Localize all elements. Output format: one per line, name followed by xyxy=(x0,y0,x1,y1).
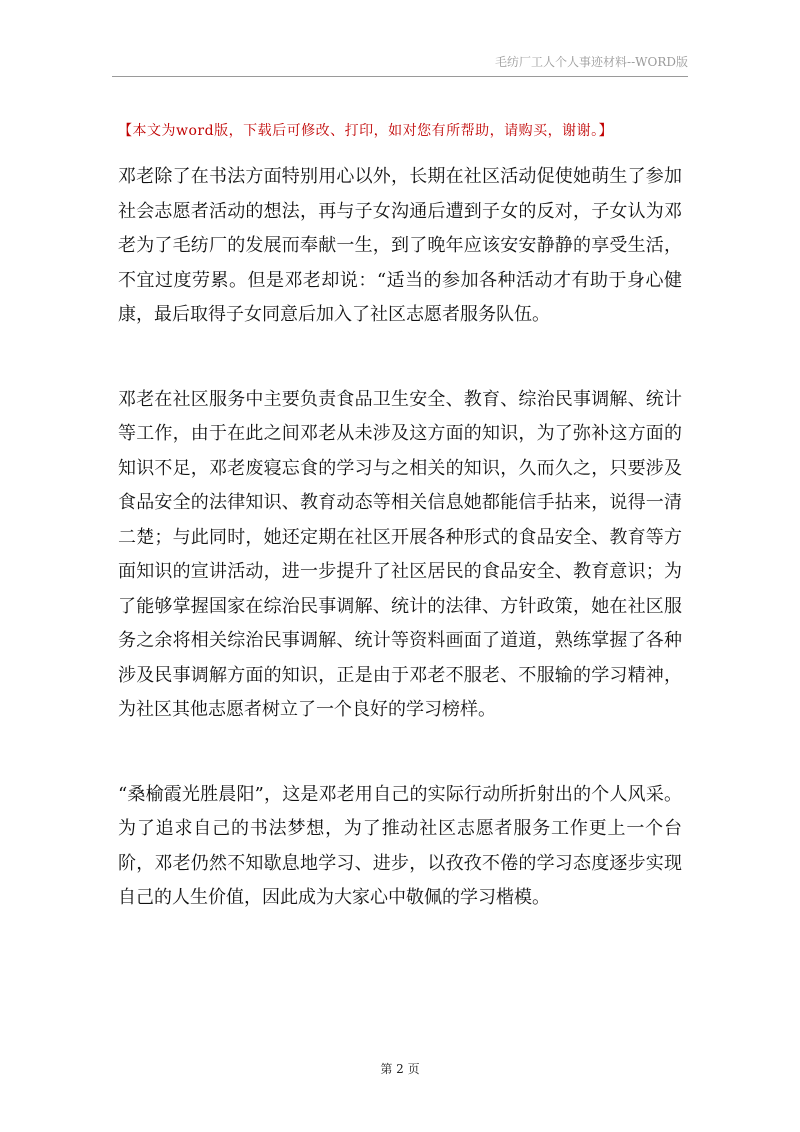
page-header xyxy=(112,52,688,77)
paragraph-1: 邓老除了在书法方面特别用心以外，长期在社区活动促使她萌生了参加社会志愿者活动的想法，再与子女沟通后遭到子女的反对，子女认为邓老为了毛纺厂的发展而奉献一生，到了晚年应该安安静静的享受生活，不宜过度劳累。但是邓老却说：“适当的参加各种活动才有助于身心健康，最后取得子女同意后加入了社区志愿者服务队伍。 xyxy=(118,166,682,325)
header-title: 毛纺厂工人个人事迹材料--WORD版 xyxy=(495,55,688,69)
page-footer xyxy=(0,1060,800,1077)
download-notice: 【本文为word版，下载后可修改、打印，如对您有所帮助，请购买，谢谢。】 xyxy=(118,123,614,139)
paragraph-3: “桑榆霞光胜晨阳”，这是邓老用自己的实际行动所折射出的个人风采。为了追求自己的书法梦想，为了推动社区志愿者服务工作更上一个台阶，邓老仍然不知歇息地学习、进步，以孜孜不倦的学习态度逐步实现自己的人生价值，因此成为大家心中敬佩的学习楷模。 xyxy=(118,783,682,908)
page-number: 第 2 页 xyxy=(380,1062,420,1076)
paragraph-2: 邓老在社区服务中主要负责食品卫生安全、教育、综治民事调解、统计等工作，由于在此之间邓老从未涉及这方面的知识，为了弥补这方面的知识不足，邓老废寝忘食的学习与之相关的知识，久而久之，只要涉及食品安全的法律知识、教育动态等相关信息她都能信手拈来，说得一清二楚；与此同时，她还定期在社区开展各种形式的食品安全、教育等方面知识的宣讲活动，进一步提升了社区居民的食品安全、教育意识；为了能够掌握国家在综治民事调解、统计的法律、方针政策，她在社区服务之余将相关综治民事调解、统计等资料画面了道道，熟练掌握了各种涉及民事调解方面的知识，正是由于邓老不服老、不服输的学习精神，为社区其他志愿者树立了一个良好的学习榜样。 xyxy=(118,388,682,720)
document-body xyxy=(118,160,682,966)
